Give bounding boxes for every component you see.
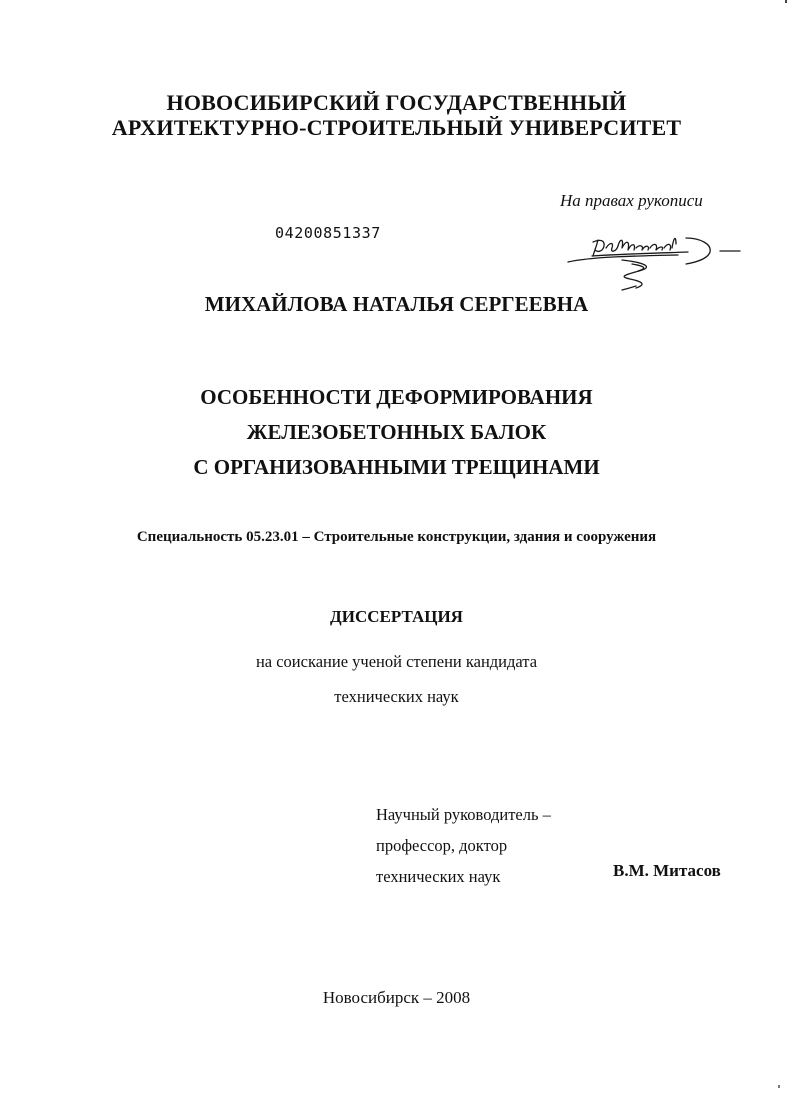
title-line-2: ЖЕЛЕЗОБЕТОННЫХ БАЛОК <box>246 420 547 444</box>
advisor-block <box>376 799 551 892</box>
university-line-1: НОВОСИБИРСКИЙ ГОСУДАРСТВЕННЫЙ <box>166 90 627 115</box>
advisor-line-3: технических наук <box>376 867 501 886</box>
degree-line-2: технических наук <box>334 687 459 706</box>
university-line-2: АРХИТЕКТУРНО-СТРОИТЕЛЬНЫЙ УНИВЕРСИТЕТ <box>111 115 682 140</box>
scan-mark <box>785 0 787 3</box>
handwritten-signature <box>560 226 750 296</box>
manuscript-note: На правах рукописи <box>560 191 703 210</box>
degree-line-1: на соискание ученой степени кандидата <box>255 652 538 671</box>
title-line-1: ОСОБЕННОСТИ ДЕФОРМИРОВАНИЯ <box>200 385 593 409</box>
barcode-number: 04200851337 <box>275 224 381 242</box>
specialty: Специальность 05.23.01 – Строительные конструкции, здания и сооружения <box>136 529 657 545</box>
advisor-name: В.М. Митасов <box>613 861 721 880</box>
title-line-3: С ОРГАНИЗОВАННЫМИ ТРЕЩИНАМИ <box>193 455 600 479</box>
university-name <box>0 90 793 140</box>
advisor-line-1: Научный руководитель – <box>376 805 551 824</box>
dissertation-title <box>0 380 793 485</box>
author-name: МИХАЙЛОВА НАТАЛЬЯ СЕРГЕЕВНА <box>204 292 589 316</box>
signature-drawing <box>560 226 750 296</box>
advisor-line-2: профессор, доктор <box>376 836 508 855</box>
document-type: ДИССЕРТАЦИЯ <box>330 607 463 626</box>
degree-description <box>0 644 793 714</box>
city-year: Новосибирск – 2008 <box>322 988 471 1007</box>
scan-speck <box>778 1085 780 1088</box>
